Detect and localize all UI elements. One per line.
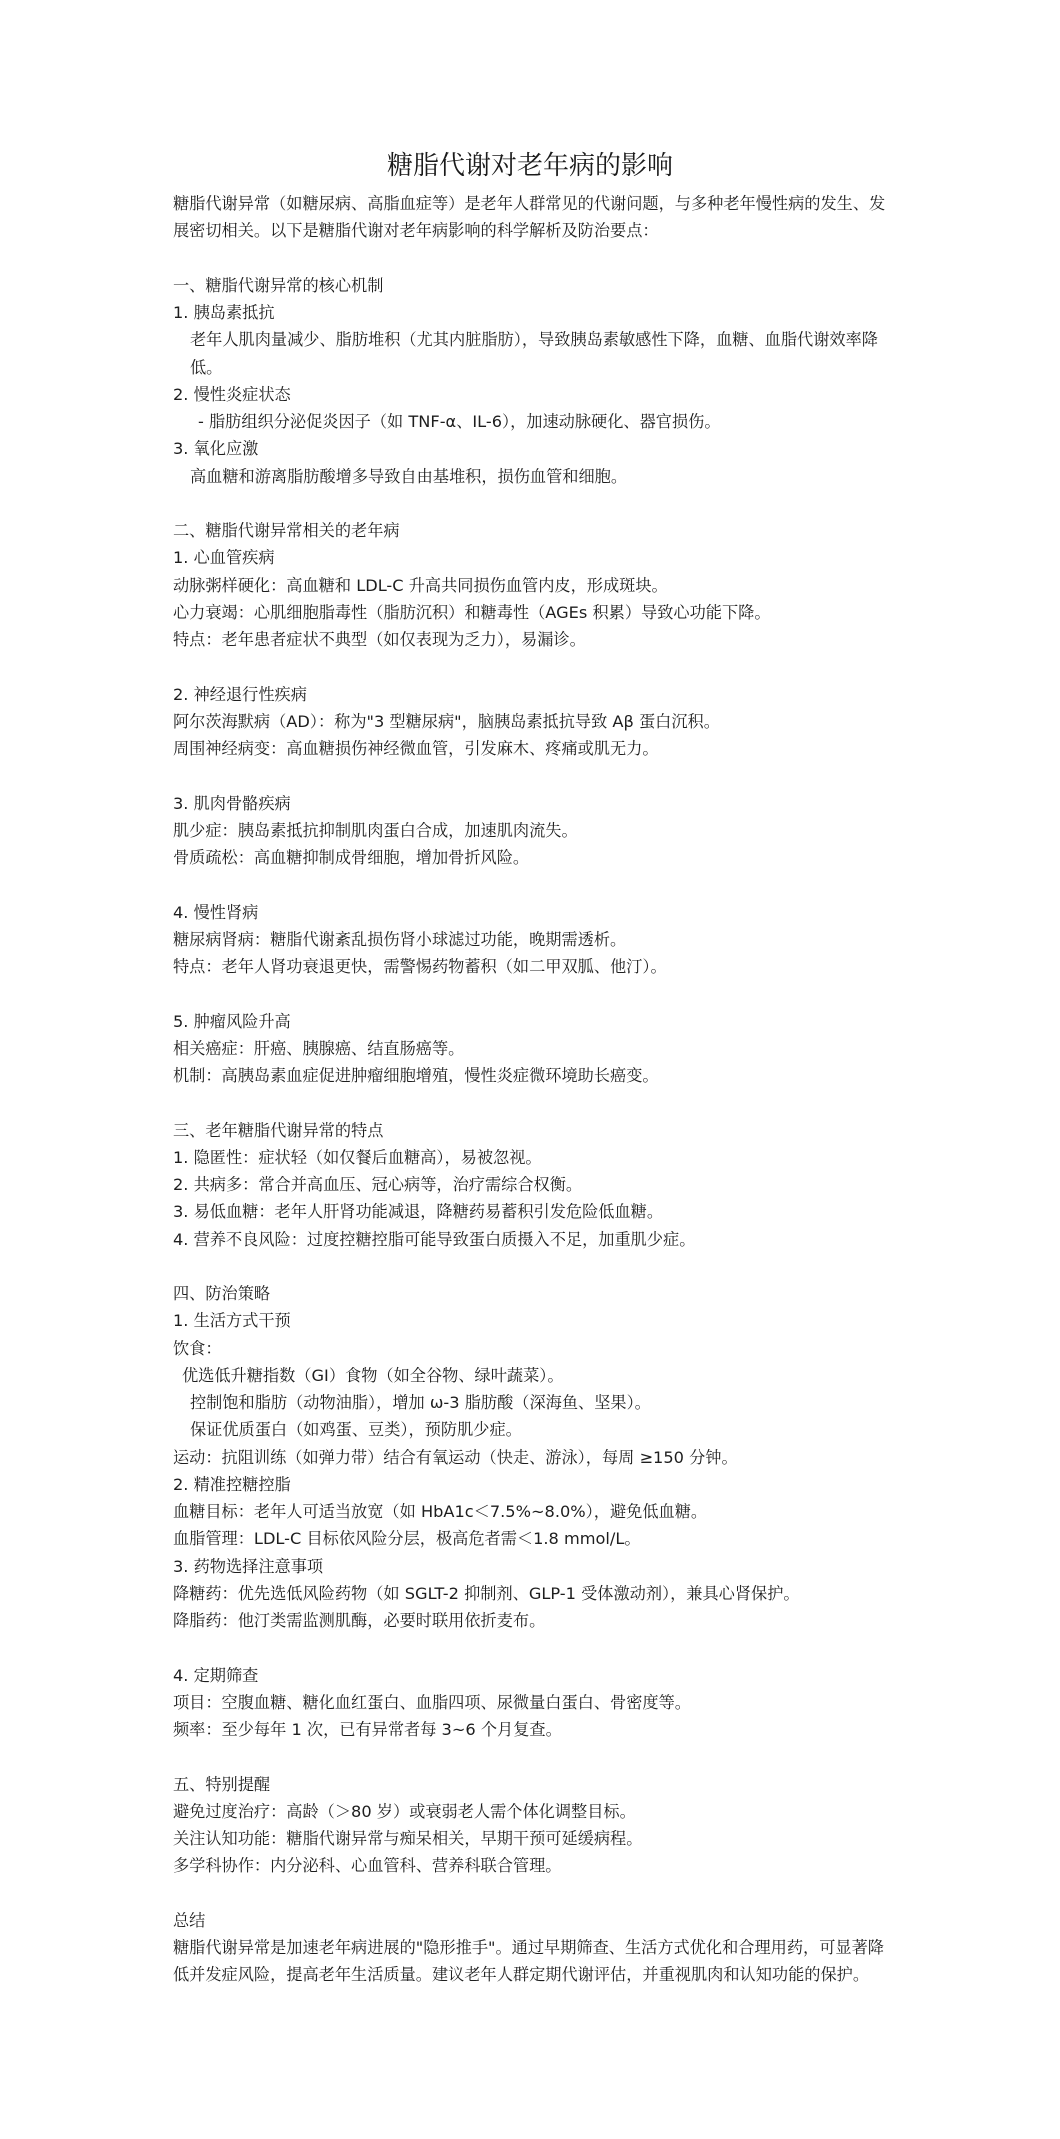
diet-item: 控制饱和脂肪（动物油脂），增加 ω-3 脂肪酸（深海鱼、坚果）。 xyxy=(190,1393,651,1412)
spacer xyxy=(173,1253,893,1280)
subheading-drug-selection: 3. 药物选择注意事项 xyxy=(173,1556,324,1576)
list-item: 2. 共病多：常合并高血压、冠心病等，治疗需综合权衡。 xyxy=(173,1175,583,1194)
subheading-oxidative-stress: 3. 氧化应激 xyxy=(173,439,259,459)
paragraph-text: 老年人肌肉量减少、脂肪堆积（尤其内脏脂肪），导致胰岛素敏感性下降，血糖、血脂代谢效率降低。 xyxy=(190,330,878,377)
list-item: 骨质疏松：高血糖抑制成骨细胞，增加骨折风险。 xyxy=(173,848,530,867)
list-item: 多学科协作：内分泌科、心血管科、营养科联合管理。 xyxy=(173,1856,562,1876)
list-item: 糖尿病肾病：糖脂代谢紊乱损伤肾小球滤过功能，晚期需透析。 xyxy=(173,929,627,949)
subheading-lifestyle: 1. 生活方式干预 xyxy=(173,1311,291,1331)
exercise-line: 运动：抗阻训练（如弹力带）结合有氧运动（快走、游泳），每周 ≥150 分钟。 xyxy=(173,1447,738,1467)
subheading-neurodegenerative: 2. 神经退行性疾病 xyxy=(173,684,307,704)
spacer xyxy=(173,1880,893,1907)
section-heading-characteristics: 三、老年糖脂代谢异常的特点 xyxy=(173,1120,384,1140)
summary-heading: 总结 xyxy=(173,1910,206,1930)
list-item: 4. 营养不良风险：过度控糖控脂可能导致蛋白质摄入不足，加重肌少症。 xyxy=(173,1229,696,1249)
list-item: 关注认知功能：糖脂代谢异常与痴呆相关，早期干预可延缓病程。 xyxy=(173,1829,643,1848)
list-item: 特点：老年患者症状不典型（如仅表现为乏力），易漏诊。 xyxy=(173,630,586,649)
list-item: 阿尔茨海默病（AD）：称为"3 型糖尿病"，脑胰岛素抵抗导致 Aβ 蛋白沉积。 xyxy=(173,711,720,731)
list-item: 血脂管理：LDL-C 目标依风险分层，极高危者需＜1.8 mmol/L。 xyxy=(173,1529,641,1549)
intro-paragraph: 糖脂代谢异常（如糖尿病、高脂血症等）是老年人群常见的代谢问题，与多种老年慢性病的发生、发展密切相关。以下是糖脂代谢对老年病影响的科学解析及防治要点： xyxy=(173,194,886,241)
section-heading-mechanisms: 一、糖脂代谢异常的核心机制 xyxy=(173,275,384,295)
subheading-precise-control: 2. 精准控糖控脂 xyxy=(173,1474,291,1494)
section-heading-prevention: 四、防治策略 xyxy=(173,1284,271,1303)
subheading-cardiovascular: 1. 心血管疾病 xyxy=(173,548,275,568)
section-heading-diseases: 二、糖脂代谢异常相关的老年病 xyxy=(173,521,400,540)
subheading-kidney: 4. 慢性肾病 xyxy=(173,902,259,922)
list-item: 周围神经病变：高血糖损伤神经微血管，引发麻木、疼痛或肌无力。 xyxy=(173,739,659,758)
paragraph-insulin-resistance xyxy=(173,326,908,381)
section-heading-reminders: 五、特别提醒 xyxy=(173,1774,271,1794)
diet-item: 保证优质蛋白（如鸡蛋、豆类），预防肌少症。 xyxy=(190,1420,522,1440)
document-title: 糖脂代谢对老年病的影响 xyxy=(386,151,673,181)
list-item: 血糖目标：老年人可适当放宽（如 HbA1c＜7.5%~8.0%），避免低血糖。 xyxy=(173,1502,708,1521)
list-item: 降糖药：优先选低风险药物（如 SGLT-2 抑制剂、GLP-1 受体激动剂），兼具心肾保护。 xyxy=(173,1583,800,1603)
paragraph-oxidative-stress: 高血糖和游离脂肪酸增多导致自由基堆积，损伤血管和细胞。 xyxy=(190,466,628,486)
paragraph-inflammation: - 脂肪组织分泌促炎因子（如 TNF-α、IL-6），加速动脉硬化、器官损伤。 xyxy=(198,412,721,431)
spacer xyxy=(173,762,893,789)
subheading-inflammation: 2. 慢性炎症状态 xyxy=(173,384,291,404)
list-item: 降脂药：他汀类需监测肌酶，必要时联用依折麦布。 xyxy=(173,1611,546,1630)
diet-label: 饮食： xyxy=(173,1338,222,1358)
document-body xyxy=(173,146,893,1989)
list-item: 频率：至少每年 1 次，已有异常者每 3~6 个月复查。 xyxy=(173,1720,562,1739)
list-item: 肌少症：胰岛素抵抗抑制肌肉蛋白合成，加速肌肉流失。 xyxy=(173,820,578,840)
diet-item: 优选低升糖指数（GI）食物（如全谷物、绿叶蔬菜）。 xyxy=(182,1365,564,1385)
subheading-insulin-resistance: 1. 胰岛素抵抗 xyxy=(173,303,275,322)
spacer xyxy=(173,490,893,517)
list-item: 特点：老年人肾功衰退更快，需警惕药物蓄积（如二甲双胍、他汀）。 xyxy=(173,957,667,976)
spacer xyxy=(173,245,893,272)
list-item: 项目：空腹血糖、糖化血红蛋白、血脂四项、尿微量白蛋白、骨密度等。 xyxy=(173,1692,691,1712)
subheading-screening: 4. 定期筛查 xyxy=(173,1665,259,1685)
list-item: 避免过度治疗：高龄（＞80 岁）或衰弱老人需个体化调整目标。 xyxy=(173,1801,636,1821)
list-item: 机制：高胰岛素血症促进肿瘤细胞增殖，慢性炎症微环境助长癌变。 xyxy=(173,1066,659,1085)
spacer xyxy=(173,1089,893,1116)
list-item: 动脉粥样硬化：高血糖和 LDL-C 升高共同损伤血管内皮，形成斑块。 xyxy=(173,575,668,595)
list-item: 3. 易低血糖：老年人肝肾功能减退，降糖药易蓄积引发危险低血糖。 xyxy=(173,1202,664,1222)
spacer xyxy=(173,871,893,898)
list-item: 心力衰竭：心肌细胞脂毒性（脂肪沉积）和糖毒性（AGEs 积累）导致心功能下降。 xyxy=(173,602,771,622)
subheading-musculoskeletal: 3. 肌肉骨骼疾病 xyxy=(173,793,291,813)
spacer xyxy=(173,980,893,1007)
list-item: 1. 隐匿性：症状轻（如仅餐后血糖高），易被忽视。 xyxy=(173,1147,542,1167)
list-item: 相关癌症：肝癌、胰腺癌、结直肠癌等。 xyxy=(173,1038,465,1058)
summary-paragraph: 糖脂代谢异常是加速老年病进展的"隐形推手"。通过早期筛查、生活方式优化和合理用药，可显著降低并发症风险，提高老年生活质量。建议老年人群定期代谢评估，并重视肌肉和认知功能的保护。 xyxy=(173,1938,884,1985)
spacer xyxy=(173,653,893,680)
subheading-tumor: 5. 肿瘤风险升高 xyxy=(173,1011,291,1031)
spacer xyxy=(173,1634,893,1661)
spacer xyxy=(173,1743,893,1770)
